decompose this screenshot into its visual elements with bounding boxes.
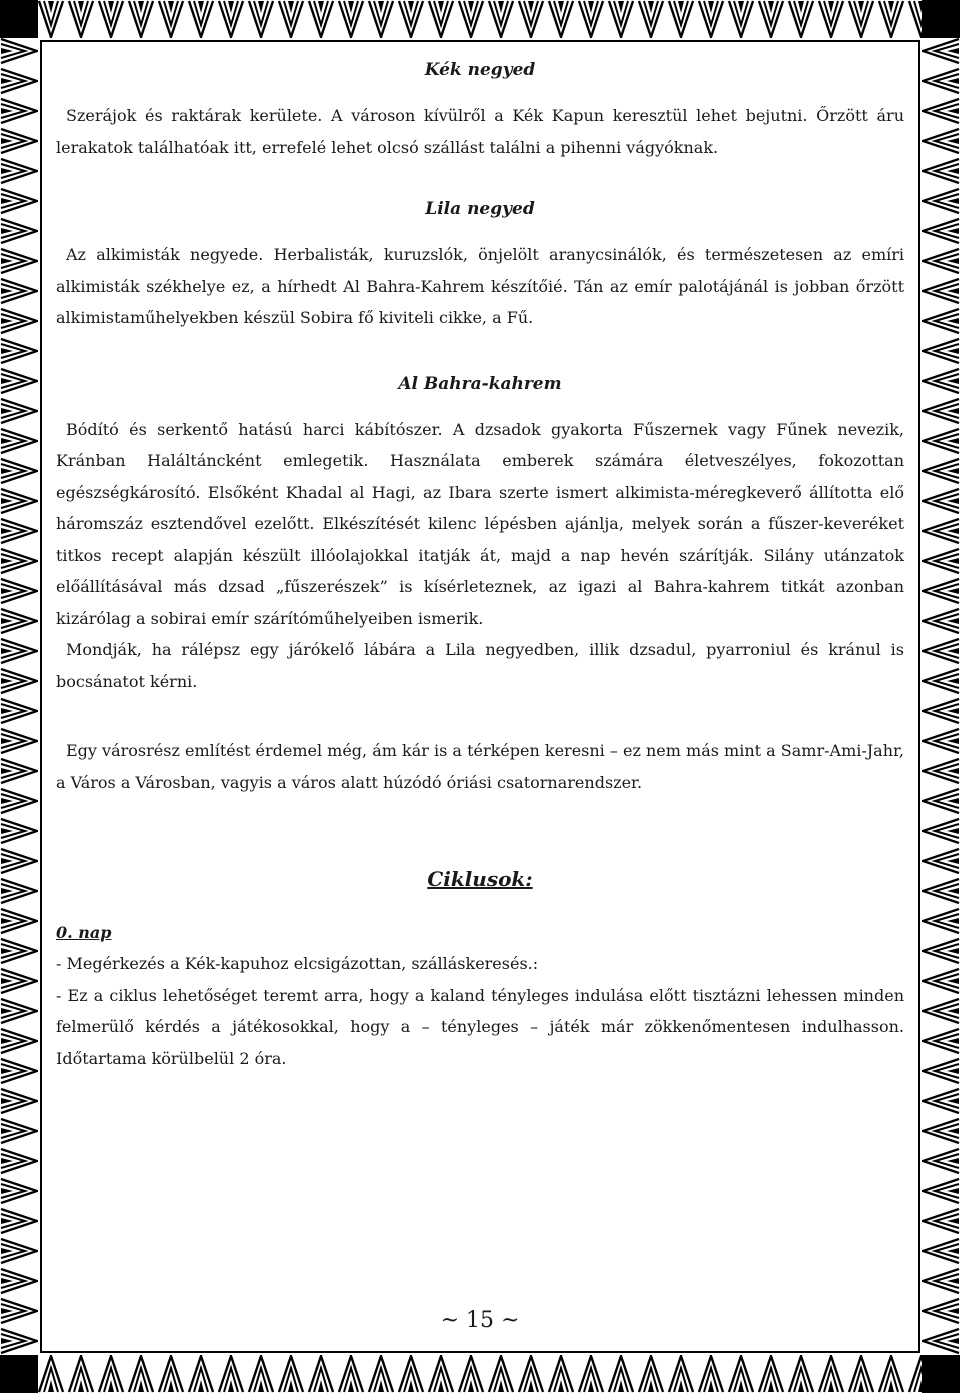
section-title-kek-negyed: Kék negyed (424, 60, 536, 80)
cycle-line-2: - Ez a ciklus lehetőséget teremt arra, hogy a kaland tényleges indulása előtt tisztázni lehessen minden felmerülő kérdés a játékosokkal, hogy a – tényleges – játék már zökkenőmentesen indulhasson. Időtartama körülbelül 2 óra. (56, 985, 904, 1068)
day-title: 0. nap (56, 923, 112, 942)
section-title-lila-negyed: Lila negyed (425, 199, 535, 219)
section-title-ciklusok: Ciklusok: (427, 867, 533, 891)
page-content (56, 52, 904, 1074)
paragraph-samr-ami-jahr: Egy városrész említést érdemel még, ám kár is a térképen keresni – ez nem más mint a Samr-Ami-Jahr, a Város a Városban, vagyis a város alatt húzódó óriási csatornarendszer. (56, 741, 904, 792)
section-title-al-bahra-kahrem: Al Bahra-kahrem (398, 373, 562, 394)
paragraph-al-bahra-kahrem-2: Mondják, ha rálépsz egy járókelő lábára a Lila negyedben, illik dzsadul, pyarroniul és kránul is bocsánatot kérni. (56, 640, 904, 691)
paragraph-al-bahra-kahrem-1: Bódító és serkentő hatású harci kábítószer. A dzsadok gyakorta Fűszernek vagy Fűnek nevezik, Kránban Haláltáncként emlegetik. Használata emberek számára életveszélyes, fokozottan egészségkárosító. Elsőként Khadal al Hagi, az Ibara szerte ismert alkimista-méregkeverő állította elő háromszáz esztendővel ezelőtt. Elkészítését kilenc lépésben ajánlja, melyek során a fűszer-keveréket titkos recept alapján készült illóolajokkal itatják át, majd a nap hevén szárítják. Silány utánzatok előállításával más dzsad „fűszerészek” is kísérleteznek, az igazi al Bahra-kahrem titkát azonban kizárólag a sobirai emír szárítóműhelyeiben ismerik. (56, 419, 904, 628)
page-number: ~ 15 ~ (440, 1308, 520, 1333)
cycle-line-1: - Megérkezés a Kék-kapuhoz elcsigázottan, szálláskeresés.: (56, 954, 539, 973)
paragraph-lila-negyed: Az alkimisták negyede. Herbalisták, kuruzslók, önjelölt aranycsinálók, és természetesen az emíri alkimisták székhelye ez, a hírhedt Al Bahra-Kahrem készítőié. Tán az emír palotájánál is jobban őrzött alkimistaműhelyekben készül Sobira fő kiviteli cikke, a Fű. (56, 245, 904, 327)
paragraph-kek-negyed: Szerájok és raktárak kerülete. A városon kívülről a Kék Kapun keresztül lehet bejutni. Őrzött áru lerakatok találhatóak itt, errefelé lehet olcsó szállást találni a pihenni vágyóknak. (56, 106, 904, 157)
